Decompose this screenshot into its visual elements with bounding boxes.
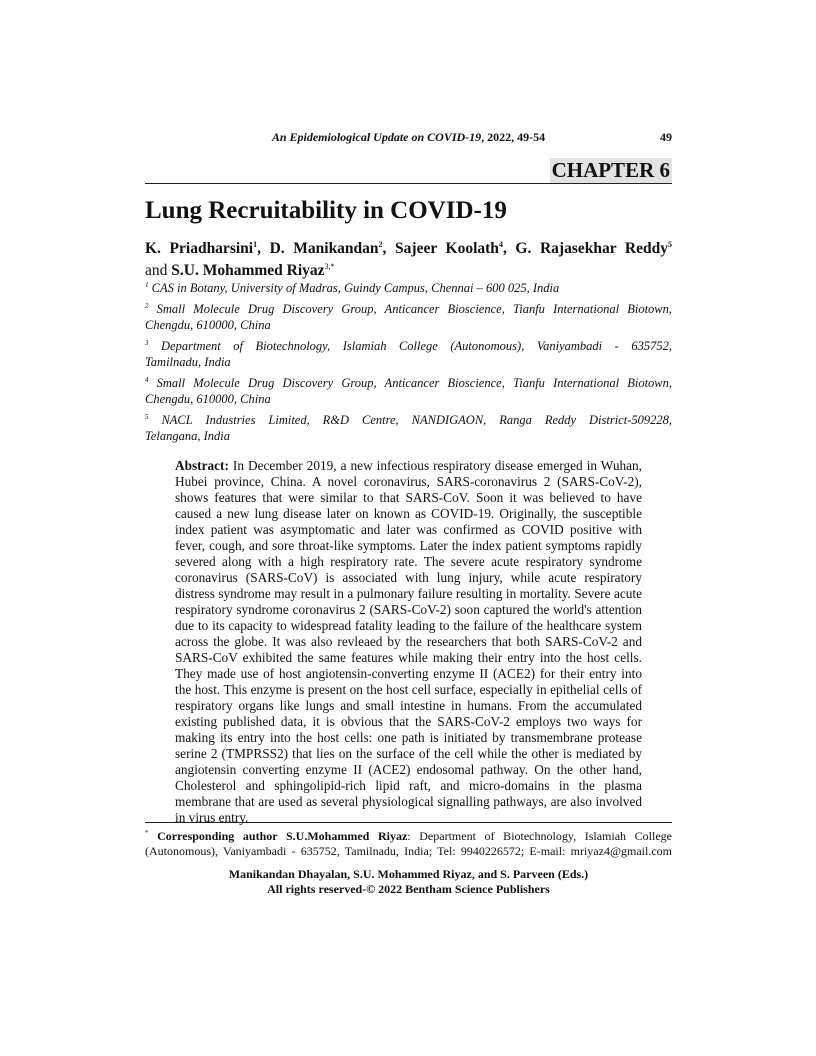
author-sup: 4	[498, 240, 503, 249]
abstract-line: respiratory organs like lungs and small intestine in humans. From the accumulated	[175, 698, 642, 713]
abstract-line: caused a new lung disease later on known as COVID-19. Originally, the susceptible	[175, 506, 642, 521]
footnote-text: (Autonomous), Vaniyambadi - 635752, Tamilnadu, India; Tel: 9940226572; E-mail: mriyaz4@gmail.com	[145, 844, 672, 858]
abstract-line: severed along with a high respiratory rate. The severe acute respiratory syndrome	[175, 554, 642, 569]
author-name: D. Manikandan	[269, 240, 379, 258]
abstract-line: across the globe. It was also revleaed by the researchers that both SARS-CoV-2 and	[175, 634, 642, 649]
affiliation-line	[145, 335, 672, 354]
abstract-label: Abstract:	[175, 458, 229, 473]
author-sup: 3,*	[324, 262, 335, 272]
book-credits	[145, 867, 672, 897]
affiliation-line	[145, 428, 672, 444]
author-name: G. Rajasekhar Reddy	[515, 240, 668, 258]
running-header	[145, 130, 672, 146]
abstract-line: membrane that are used as several physiological signalling pathways, are also involved	[175, 794, 642, 809]
affiliation-text: Chengdu, 610000, China	[145, 392, 271, 407]
author-sup: 2	[378, 240, 383, 249]
abstract-line: respiratory syndrome coronavirus 2 (SARS-CoV-2) soon captured the world's attention	[175, 602, 642, 617]
affiliation-text: Small Molecule Drug Discovery Group, Anticancer Bioscience, Tianfu International Biotown,	[156, 376, 672, 391]
affiliation-line	[145, 391, 672, 407]
abstract-line: In December 2019, a new infectious respiratory disease emerged in Wuhan,	[228, 458, 642, 473]
author-list: K. Priadharsini$^1$, D. Manikandan$^2$, Sajeer Koolath$^4$, G. Rajasekhar Reddy$^5$ and S.U. Mohammed Riyaz$^{3,*}$	[145, 240, 672, 280]
affiliation-sup: 3	[145, 339, 149, 347]
affiliation	[145, 409, 672, 444]
affiliation-text: NACL Industries Limited, R&D Centre, NANDIGAON, Ranga Reddy District-509228,	[161, 413, 672, 428]
affiliation-line	[145, 354, 672, 370]
footnote-sup: *	[145, 829, 149, 837]
footnote-author: Corresponding author S.U.Mohammed Riyaz	[157, 829, 408, 843]
affiliation-sup: 2	[145, 302, 149, 310]
abstract-line: SARS-CoV exhibited the same features while making their entry into the host cells.	[175, 650, 642, 665]
affiliation-text: Telangana, India	[145, 429, 230, 444]
affiliation-text: Small Molecule Drug Discovery Group, Anticancer Bioscience, Tianfu International Biotown,	[156, 302, 672, 317]
author-name: K. Priadharsini	[145, 240, 254, 258]
author-sup: 1	[253, 240, 258, 249]
affiliation-text: Chengdu, 610000, China	[145, 318, 271, 333]
affiliation-line	[145, 409, 672, 428]
affiliation-sup: 5	[145, 413, 149, 421]
abstract-line: angiotensin converting enzyme II (ACE2) endosomal pathway. On the other hand,	[175, 762, 642, 777]
author-name: Sajeer Koolath	[395, 240, 499, 258]
affiliation-text: CAS in Botany, University of Madras, Guindy Campus, Chennai – 600 025, India	[151, 281, 560, 296]
affiliation-sup: 1	[145, 281, 149, 289]
copyright: All rights reserved-© 2022 Bentham Science Publishers	[267, 882, 550, 896]
affiliation-line	[145, 317, 672, 333]
affiliation-line	[145, 277, 672, 296]
abstract-line: fever, cough, and sore throat-like symptoms. Later the index patient symptoms rapidly	[175, 538, 642, 553]
journal-year-pages: , 2022, 49-54	[481, 130, 546, 144]
header-divider	[145, 183, 672, 184]
author-sup: 5	[668, 240, 672, 249]
page-title: Lung Recruitability in COVID-19	[145, 197, 507, 224]
abstract-line: serine 2 (TMPRSS2) that lies on the surface of the cell while the other is mediated by	[175, 746, 642, 761]
affiliation	[145, 372, 672, 407]
journal-title: An Epidemiological Update on COVID-19	[271, 130, 482, 144]
running-title	[145, 130, 672, 145]
author-name: S.U. Mohammed Riyaz	[171, 262, 325, 280]
abstract-line: shows features that were similar to that SARS-CoV. Soon it was believed to have	[175, 490, 642, 505]
authors-and: and	[145, 262, 172, 280]
affiliation-text: Tamilnadu, India	[145, 355, 231, 370]
abstract-line: the host. This enzyme is present on the host cell surface, especially in epithelial cells of	[175, 682, 642, 697]
abstract-line: Hubei province, China. A novel coronavirus, SARS-coronavirus 2 (SARS-CoV-2),	[175, 474, 642, 489]
affiliation	[145, 277, 672, 296]
affiliation-text: Department of Biotechnology, Islamiah College (Autonomous), Vaniyambadi - 635752,	[161, 339, 672, 354]
affiliation-line	[145, 372, 672, 391]
abstract	[175, 458, 642, 826]
editors: Manikandan Dhayalan, S.U. Mohammed Riyaz, and S. Parveen (Eds.)	[228, 867, 589, 881]
affiliation	[145, 335, 672, 370]
footnote-text: : Department of Biotechnology, Islamiah College	[407, 829, 672, 843]
affiliation-line	[145, 298, 672, 317]
abstract-line: distress syndrome may result in a pulmonary failure resulting in mortality. Severe acute	[175, 586, 642, 601]
corresponding-author-footnote	[145, 826, 672, 859]
footnote-divider	[145, 822, 672, 823]
abstract-line: coronavirus (SARS-CoV) is associated with lung injury, while acute respiratory	[175, 570, 642, 585]
abstract-line: making its entry into the host cells: one path is initiated by transmembrane protease	[175, 730, 642, 745]
abstract-line: due to its capacity to widespread fatality leading to the failure of the healthcare system	[175, 618, 642, 633]
abstract-line: They made use of host angiotensin-converting enzyme II (ACE2) for their entry into	[175, 666, 642, 681]
chapter-label: CHAPTER 6	[551, 158, 670, 182]
affiliation	[145, 298, 672, 333]
abstract-line: index patient was asymptomatic and later was confirmed as COVID positive with	[175, 522, 642, 537]
abstract-line: Cholesterol and sphingolipid-rich lipid raft, and micro-domains in the plasma	[175, 778, 642, 793]
page-number: 49	[660, 130, 672, 144]
affiliation-sup: 4	[145, 376, 149, 384]
abstract-line: in virus entry.	[175, 810, 249, 825]
abstract-line: existing published data, it is obvious that the SARS-CoV-2 employs two ways for	[175, 714, 642, 729]
